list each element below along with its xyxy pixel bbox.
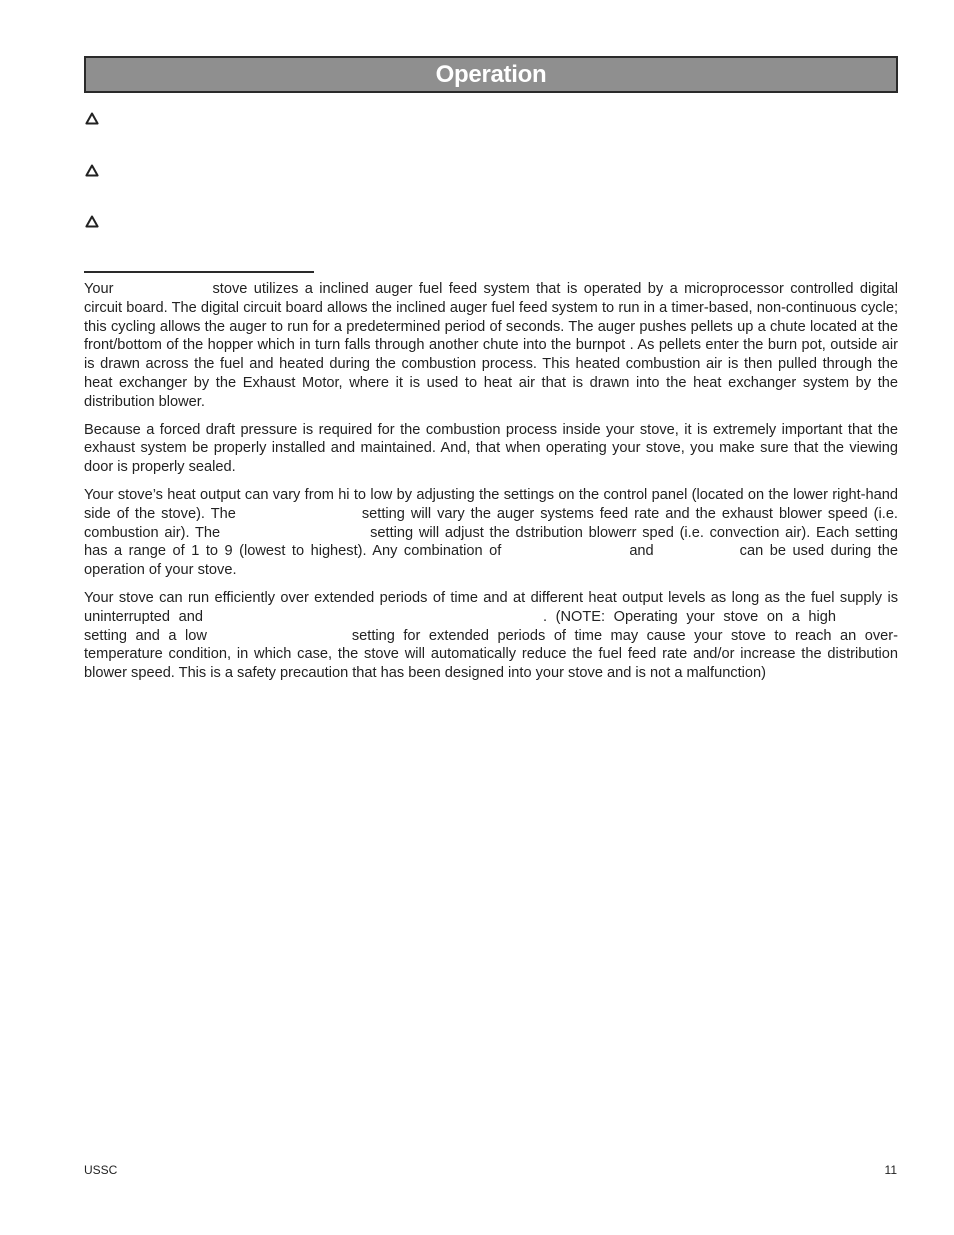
text-fragment: setting will adjust the dstribution blowerr sped (i.e. convection air). Each setting has a range of 1 to 9 (lowest to highest). Any combination of xyxy=(84,524,898,560)
text-fragment: can be used during the operation of your stove. xyxy=(84,543,898,579)
warning-triangle-icon xyxy=(85,215,99,228)
text-fragment: setting will vary the auger systems feed rate and the exhaust blower speed (i.e. combustion air). The xyxy=(84,505,898,541)
text-fragment: stove utilizes a inclined auger fuel feed system that is operated by a microprocessor controlled digital circuit board. The digital circuit board allows the inclined auger fuel feed system to run in a timer-based, non-continuous cycle; this cycling allows the auger to run for a predetermined period of seconds. The auger pushes pellets up a chute located at the front/bottom of the hopper which in turn falls through another chute into the burnpot . As pellets enter the burn pot, outside air is drawn across the fuel and heated during the combustion process. This heated combustion air is then pulled through the heat exchanger by the Exhaust Motor, where it is used to heat air that is drawn into the heat exchanger system by the distribution blower. xyxy=(84,281,898,410)
text-fragment: Your stove can run efficiently over extended periods of time and at different heat output levels as long as the fuel supply is uninterrupted and xyxy=(84,589,898,625)
body-text xyxy=(84,280,898,692)
page-number: 11 xyxy=(884,1163,897,1177)
warning-triangle-icon xyxy=(85,112,99,125)
page-title: Operation xyxy=(435,60,547,88)
text-fragment: . (NOTE: Operating your stove on a high xyxy=(542,608,837,625)
section-title-bar xyxy=(84,56,898,93)
warning-triangle-icon xyxy=(85,164,99,177)
paragraph-heat-output xyxy=(84,486,898,580)
text-fragment: Your xyxy=(84,281,114,297)
text-fragment: Your stove’s heat output can vary from hi to low by adjusting the settings on the control panel (located on the lower right-hand side of the stove). The xyxy=(84,486,898,522)
text-fragment: setting for extended periods of time may cause your stove to reach an over-temperature condition, in which case, the stove will automatically reduce the fuel feed rate and/or increase the distribution blower speed. This is a safety precaution that has been designed into your stove and is not a malfunction) xyxy=(84,627,898,682)
paragraph-draft-pressure: Because a forced draft pressure is required for the combustion process inside your stove, it is extremely important that the exhaust system be properly installed and maintained. And, that when operating your stove, you make sure that the viewing door is properly sealed. xyxy=(84,421,898,476)
text-fragment: and xyxy=(629,543,654,560)
text-fragment: setting and a low xyxy=(84,627,207,644)
paragraph-efficiency-note xyxy=(84,589,898,683)
footer-left-text: USSC xyxy=(84,1163,118,1177)
paragraph-operation-overview xyxy=(84,280,898,412)
section-divider xyxy=(84,271,314,273)
